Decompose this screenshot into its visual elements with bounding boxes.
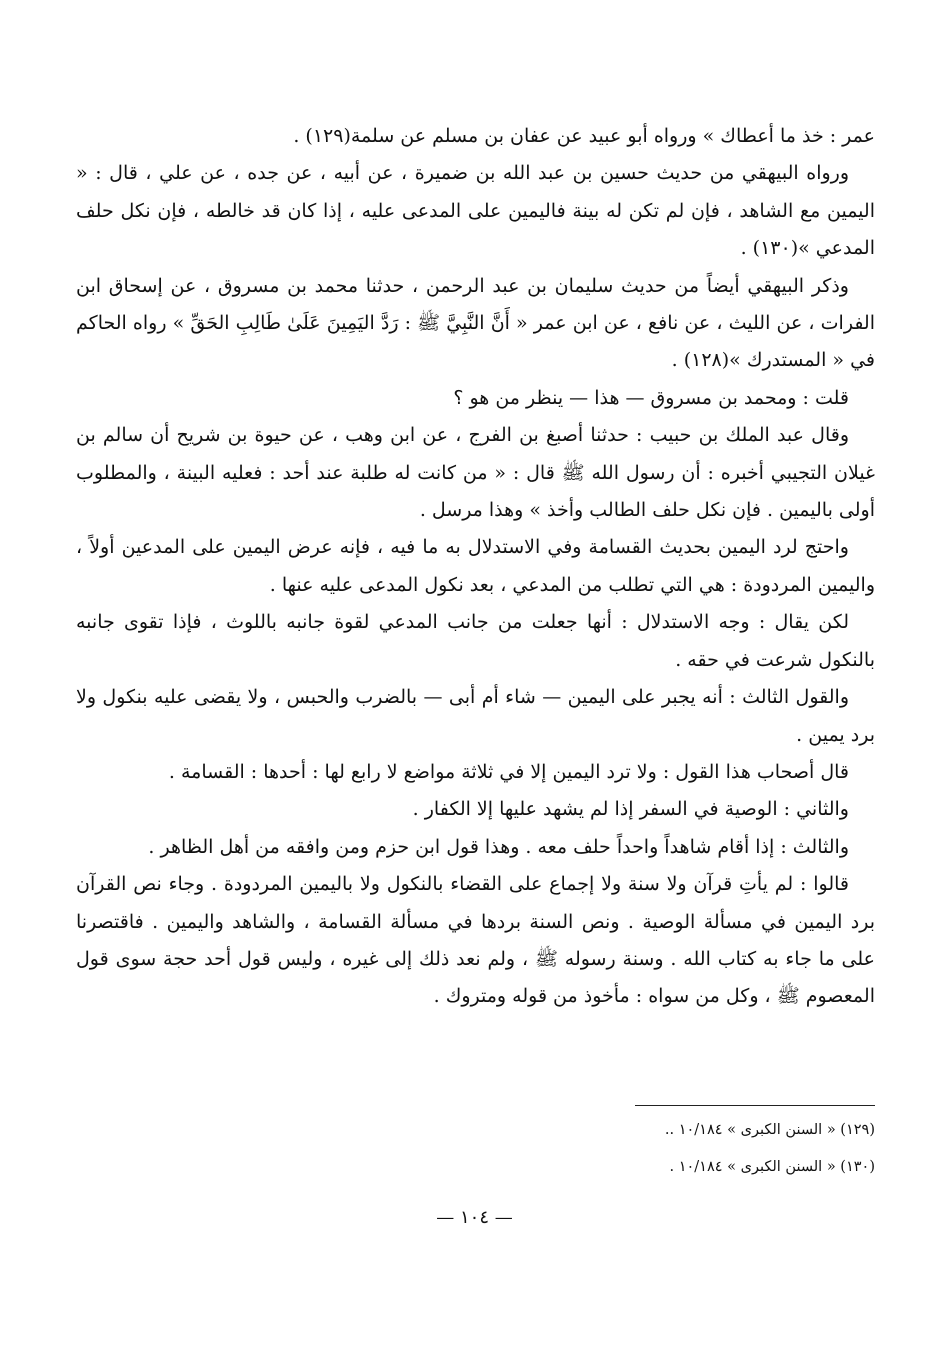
paragraph: قال أصحاب هذا القول : ولا ترد اليمين إلا في ثلاثة مواضع لا رابع لها : أحدها : القسامة . xyxy=(168,760,849,783)
page-number: — ١٠٤ — xyxy=(436,1207,513,1228)
paragraph: ورواه البيهقي من حديث حسين بن عبد الله بن ضميرة ، عن أبيه ، عن جده ، عن علي ، قال : « اليمين مع الشاهد ، فإن لم تكن له بينة فاليمين على المدعى عليه ، إذا كان قد خالطه ، فإن نكل حلف المدعي »(١٣٠) . xyxy=(76,162,875,260)
footnote-divider xyxy=(635,1105,875,1106)
footnotes xyxy=(520,1105,875,1186)
paragraph: قالوا : لم يأتِ قرآن ولا سنة ولا إجماع على القضاء بالنكول ولا باليمين المردودة . وجاء نص القرآن برد اليمين في مسألة الوصية . ونص السنة بردها في مسألة القسامة ، والشاهد واليمين . فاقتصرنا على ما جاء به كتاب الله . وسنة رسوله ﷺ ، ولم نعد ذلك إلى غيره ، وليس قول أحد حجة سوى قول المعصوم ﷺ ، وكل من سواه : مأخوذ من قوله ومتروك . xyxy=(76,873,875,1008)
footnote: (١٢٩) « السنن الكبرى » ١٠/١٨٤ .. xyxy=(664,1122,875,1138)
footnote: (١٣٠) « السنن الكبرى » ١٠/١٨٤ . xyxy=(669,1159,875,1175)
paragraph: عمر : خذ ما أعطاك » ورواه أبو عبيد عن عفان بن مسلم عن سلمة(١٢٩) . xyxy=(293,125,875,147)
paragraph: قلت : ومحمد بن مسروق — هذا — ينظر من هو ؟ xyxy=(453,386,849,409)
paragraph: والثالث : إذا أقام شاهداً واحداً حلف معه . وهذا قول ابن حزم ومن وافقه من أهل الظاهر . xyxy=(148,835,849,858)
paragraph: والقول الثالث : أنه يجبر على اليمين — شاء أم أبى — بالضرب والحبس ، ولا يقضى عليه بنكول ولا برد يمين . xyxy=(76,686,875,746)
paragraph: وذكر البيهقي أيضاً من حديث سليمان بن عبد الرحمن ، حدثنا محمد بن مسروق ، عن إسحاق ابن الفرات ، عن الليث ، عن نافع ، عن ابن عمر « أَنَّ النَّبِيَّ ﷺ : رَدَّ اليَمِينَ عَلَىٰ طَالِبِ الحَقِّ » رواه الحاكم في « المستدرك »(١٢٨) . xyxy=(76,274,876,372)
paragraph: والثاني : الوصية في السفر إذا لم يشهد عليها إلا الكفار . xyxy=(412,798,849,821)
paragraph: وقال عبد الملك بن حبيب : حدثنا أصبغ بن الفرج ، عن ابن وهب ، عن حيوة بن شريح أن سالم بن غيلان التجيبي أخبره : أن رسول الله ﷺ قال : « من كانت له طلبة عند أحد : فعليه البينة ، والمطلوب أولى باليمين . فإن نكل حلف الطالب وأخذ » وهذا مرسل . xyxy=(76,424,875,522)
page-body xyxy=(76,118,875,1016)
paragraph: لكن يقال : وجه الاستدلال : أنها جعلت من جانب المدعي لقوة جانبه باللوث ، فإذا تقوى جانبه بالنكول شرعت في حقه . xyxy=(76,611,875,671)
paragraph: واحتج لرد اليمين بحديث القسامة وفي الاستدلال به ما فيه ، فإنه عرض اليمين على المدعين أولاً ، واليمين المردودة : هي التي تطلب من المدعي ، بعد نكول المدعى عليه عنها . xyxy=(76,536,875,596)
